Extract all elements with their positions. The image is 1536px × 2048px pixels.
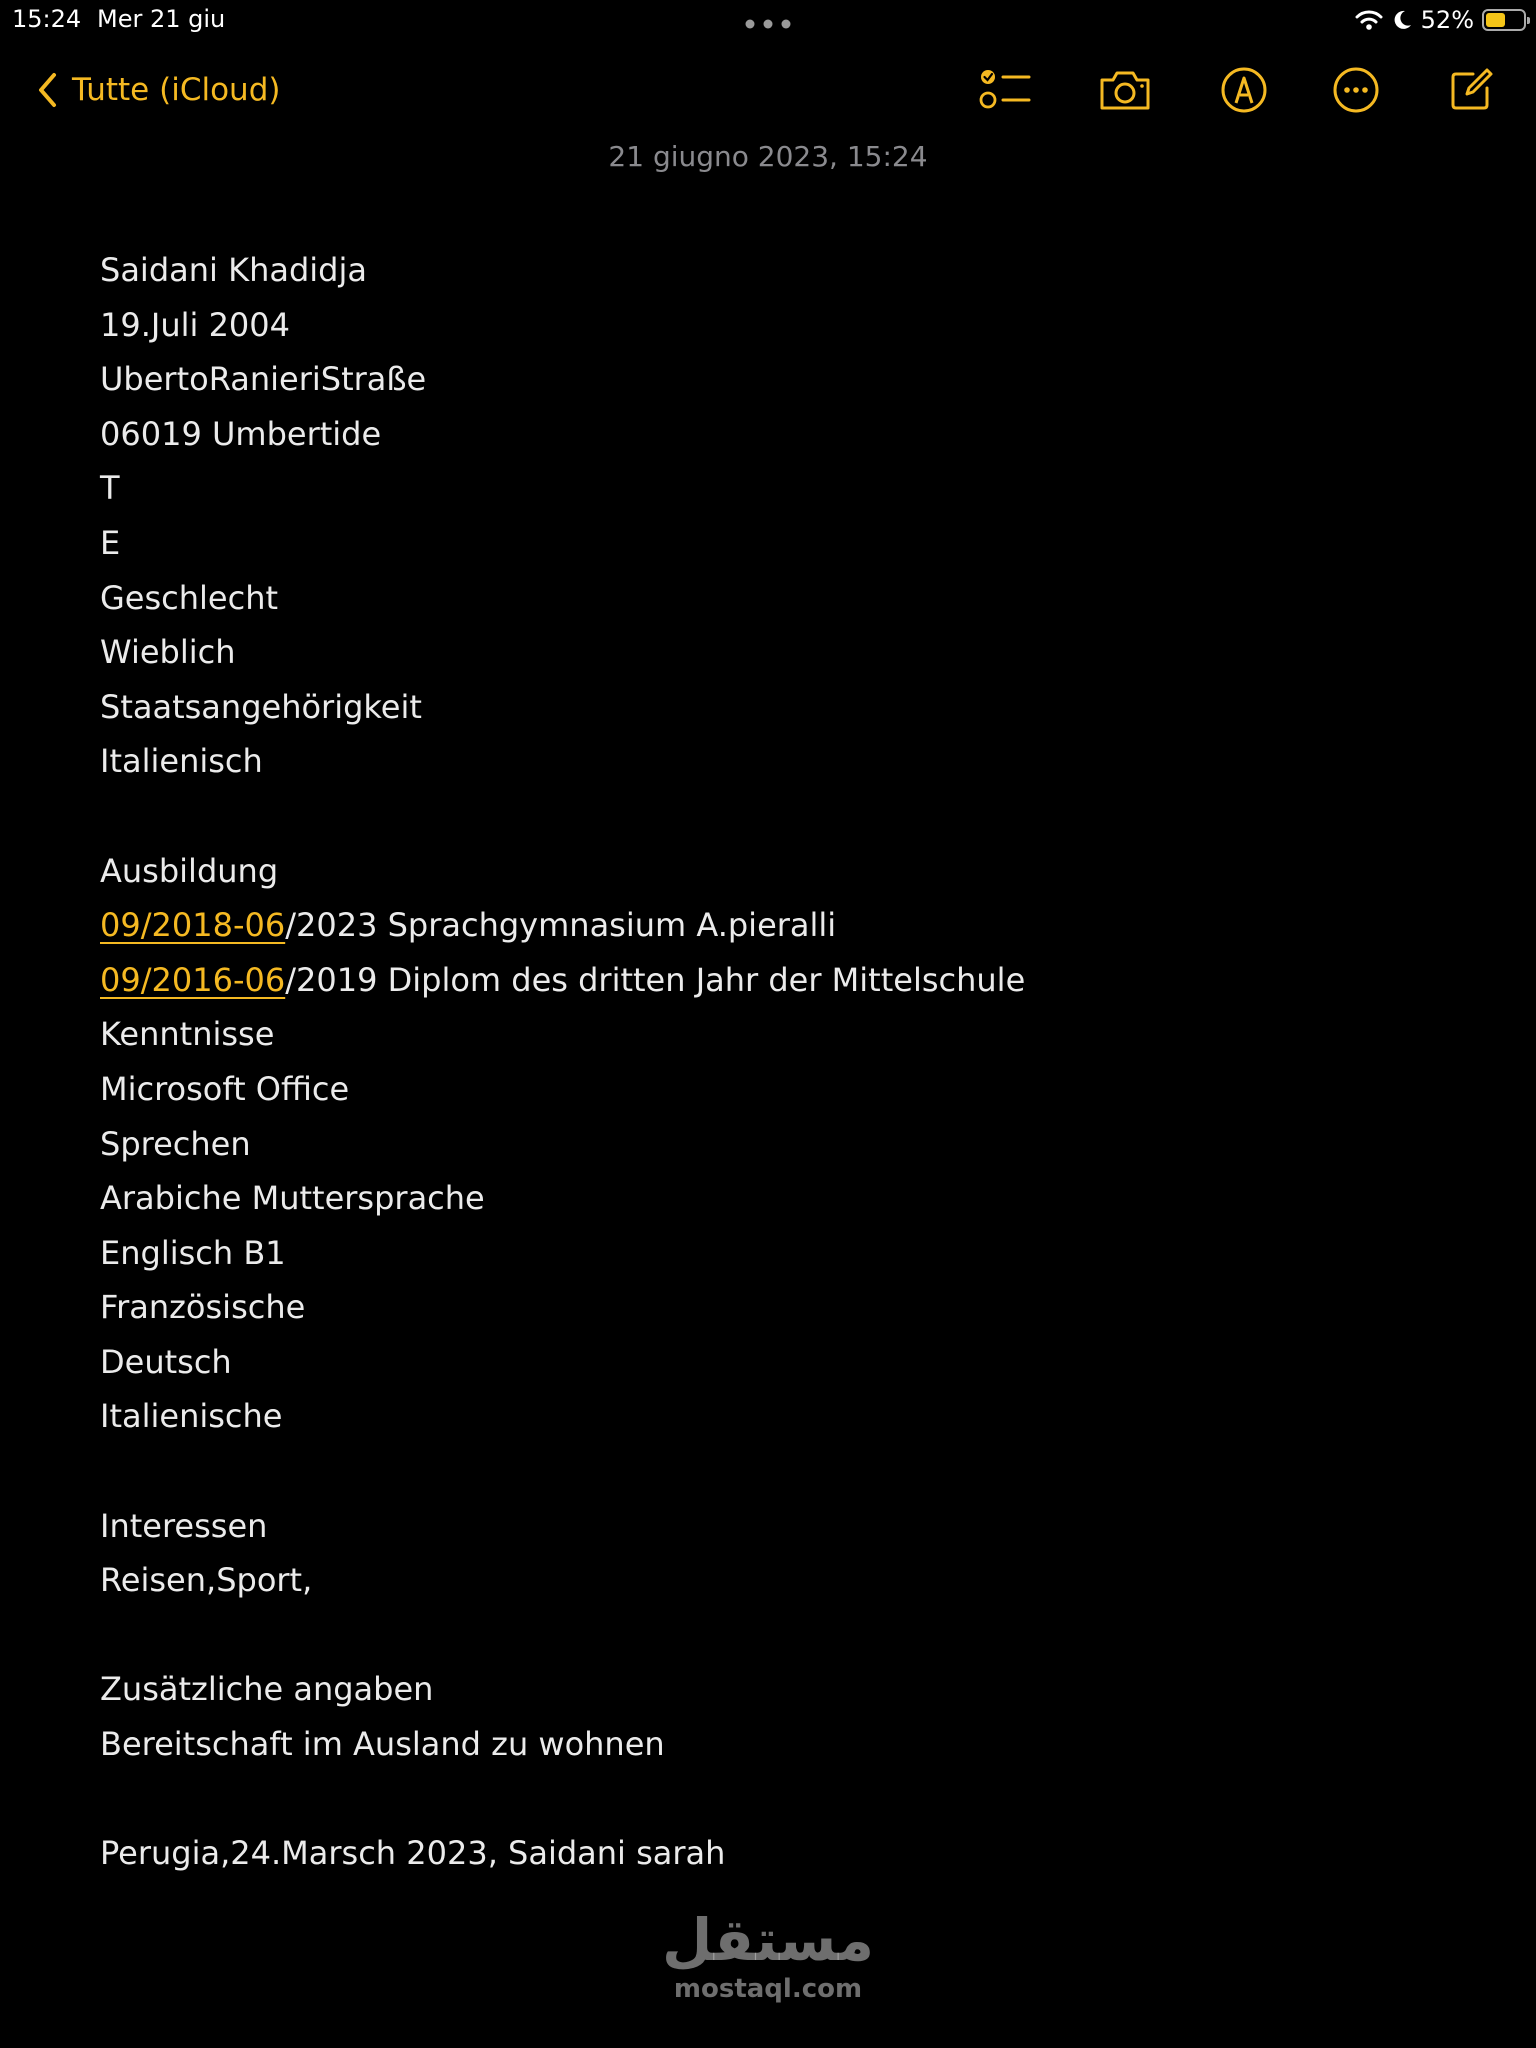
- note-line: Microsoft Office: [100, 1069, 350, 1108]
- note-line: [100, 898, 1480, 953]
- date-link[interactable]: 09/2018-06: [100, 906, 286, 945]
- wifi-icon: [1355, 9, 1383, 31]
- markup-button[interactable]: [1216, 64, 1272, 116]
- note-line: Englisch B1: [100, 1233, 286, 1272]
- note-line: [100, 789, 1480, 844]
- note-line: [100, 953, 1480, 1008]
- checklist-icon: [979, 67, 1031, 113]
- note-line: [100, 1608, 1480, 1663]
- status-bar: [0, 0, 1536, 40]
- note-line: Italienische: [100, 1397, 283, 1436]
- note-line: T: [100, 469, 120, 508]
- compose-icon: [1447, 66, 1495, 114]
- note-line: Sprechen: [100, 1124, 251, 1163]
- note-line: Interessen: [100, 1506, 268, 1545]
- note-line: Arabiche Muttersprache: [100, 1179, 485, 1218]
- more-button[interactable]: [1328, 64, 1384, 116]
- chevron-left-icon: [38, 72, 58, 108]
- status-date: Mer 21 giu: [97, 5, 226, 33]
- back-button[interactable]: [38, 68, 280, 112]
- note-line: Perugia,24.Marsch 2023, Saidani sarah: [100, 1834, 726, 1873]
- note-line: Italienisch: [100, 742, 263, 781]
- camera-button[interactable]: [1097, 64, 1153, 116]
- moon-icon: [1391, 9, 1413, 31]
- note-content[interactable]: [100, 243, 1480, 1881]
- note-line-text: /2023 Sprachgymnasium A.pieralli: [285, 906, 837, 945]
- note-line: [100, 1772, 1480, 1827]
- note-line: Staatsangehörigkeit: [100, 687, 422, 726]
- status-indicators: [1355, 5, 1526, 35]
- watermark-logo: [0, 1906, 1536, 2004]
- more-icon: [1332, 66, 1380, 114]
- note-toolbar: [0, 60, 1536, 120]
- note-line: Ausbildung: [100, 851, 279, 890]
- battery-icon: [1482, 9, 1526, 31]
- note-line: E: [100, 523, 121, 562]
- checklist-button[interactable]: [977, 64, 1033, 116]
- note-line: Wieblich: [100, 633, 236, 672]
- note-line: UbertoRanieriStraße: [100, 360, 427, 399]
- note-line: Französische: [100, 1288, 306, 1327]
- note-line: Zusätzliche angaben: [100, 1670, 434, 1709]
- battery-fill: [1486, 13, 1505, 27]
- note-line: Bereitschaft im Ausland zu wohnen: [100, 1725, 665, 1764]
- note-line: Geschlecht: [100, 578, 279, 617]
- watermark-latin: mostaql.com: [673, 1974, 863, 2004]
- multitasking-dots-icon[interactable]: [745, 19, 791, 29]
- battery-percent: 52%: [1420, 6, 1474, 34]
- note-line: 19.Juli 2004: [100, 305, 290, 344]
- note-timestamp: 21 giugno 2023, 15:24: [608, 140, 928, 173]
- note-line: Kenntnisse: [100, 1015, 275, 1054]
- markup-icon: [1220, 66, 1268, 114]
- note-line: [100, 1444, 1480, 1499]
- note-line: 06019 Umbertide: [100, 414, 382, 453]
- date-link[interactable]: 09/2016-06: [100, 960, 286, 999]
- note-line-text: /2019 Diplom des dritten Jahr der Mittelschule: [285, 960, 1026, 999]
- watermark-arabic: مستقل: [661, 1906, 875, 1974]
- back-button-label: Tutte (iCloud): [72, 72, 281, 108]
- note-line: Reisen,Sport,: [100, 1561, 313, 1600]
- note-line: Deutsch: [100, 1342, 232, 1381]
- camera-icon: [1098, 68, 1152, 112]
- status-time: 15:24: [12, 5, 82, 33]
- compose-button[interactable]: [1443, 64, 1499, 116]
- note-line: Saidani Khadidja: [100, 251, 367, 289]
